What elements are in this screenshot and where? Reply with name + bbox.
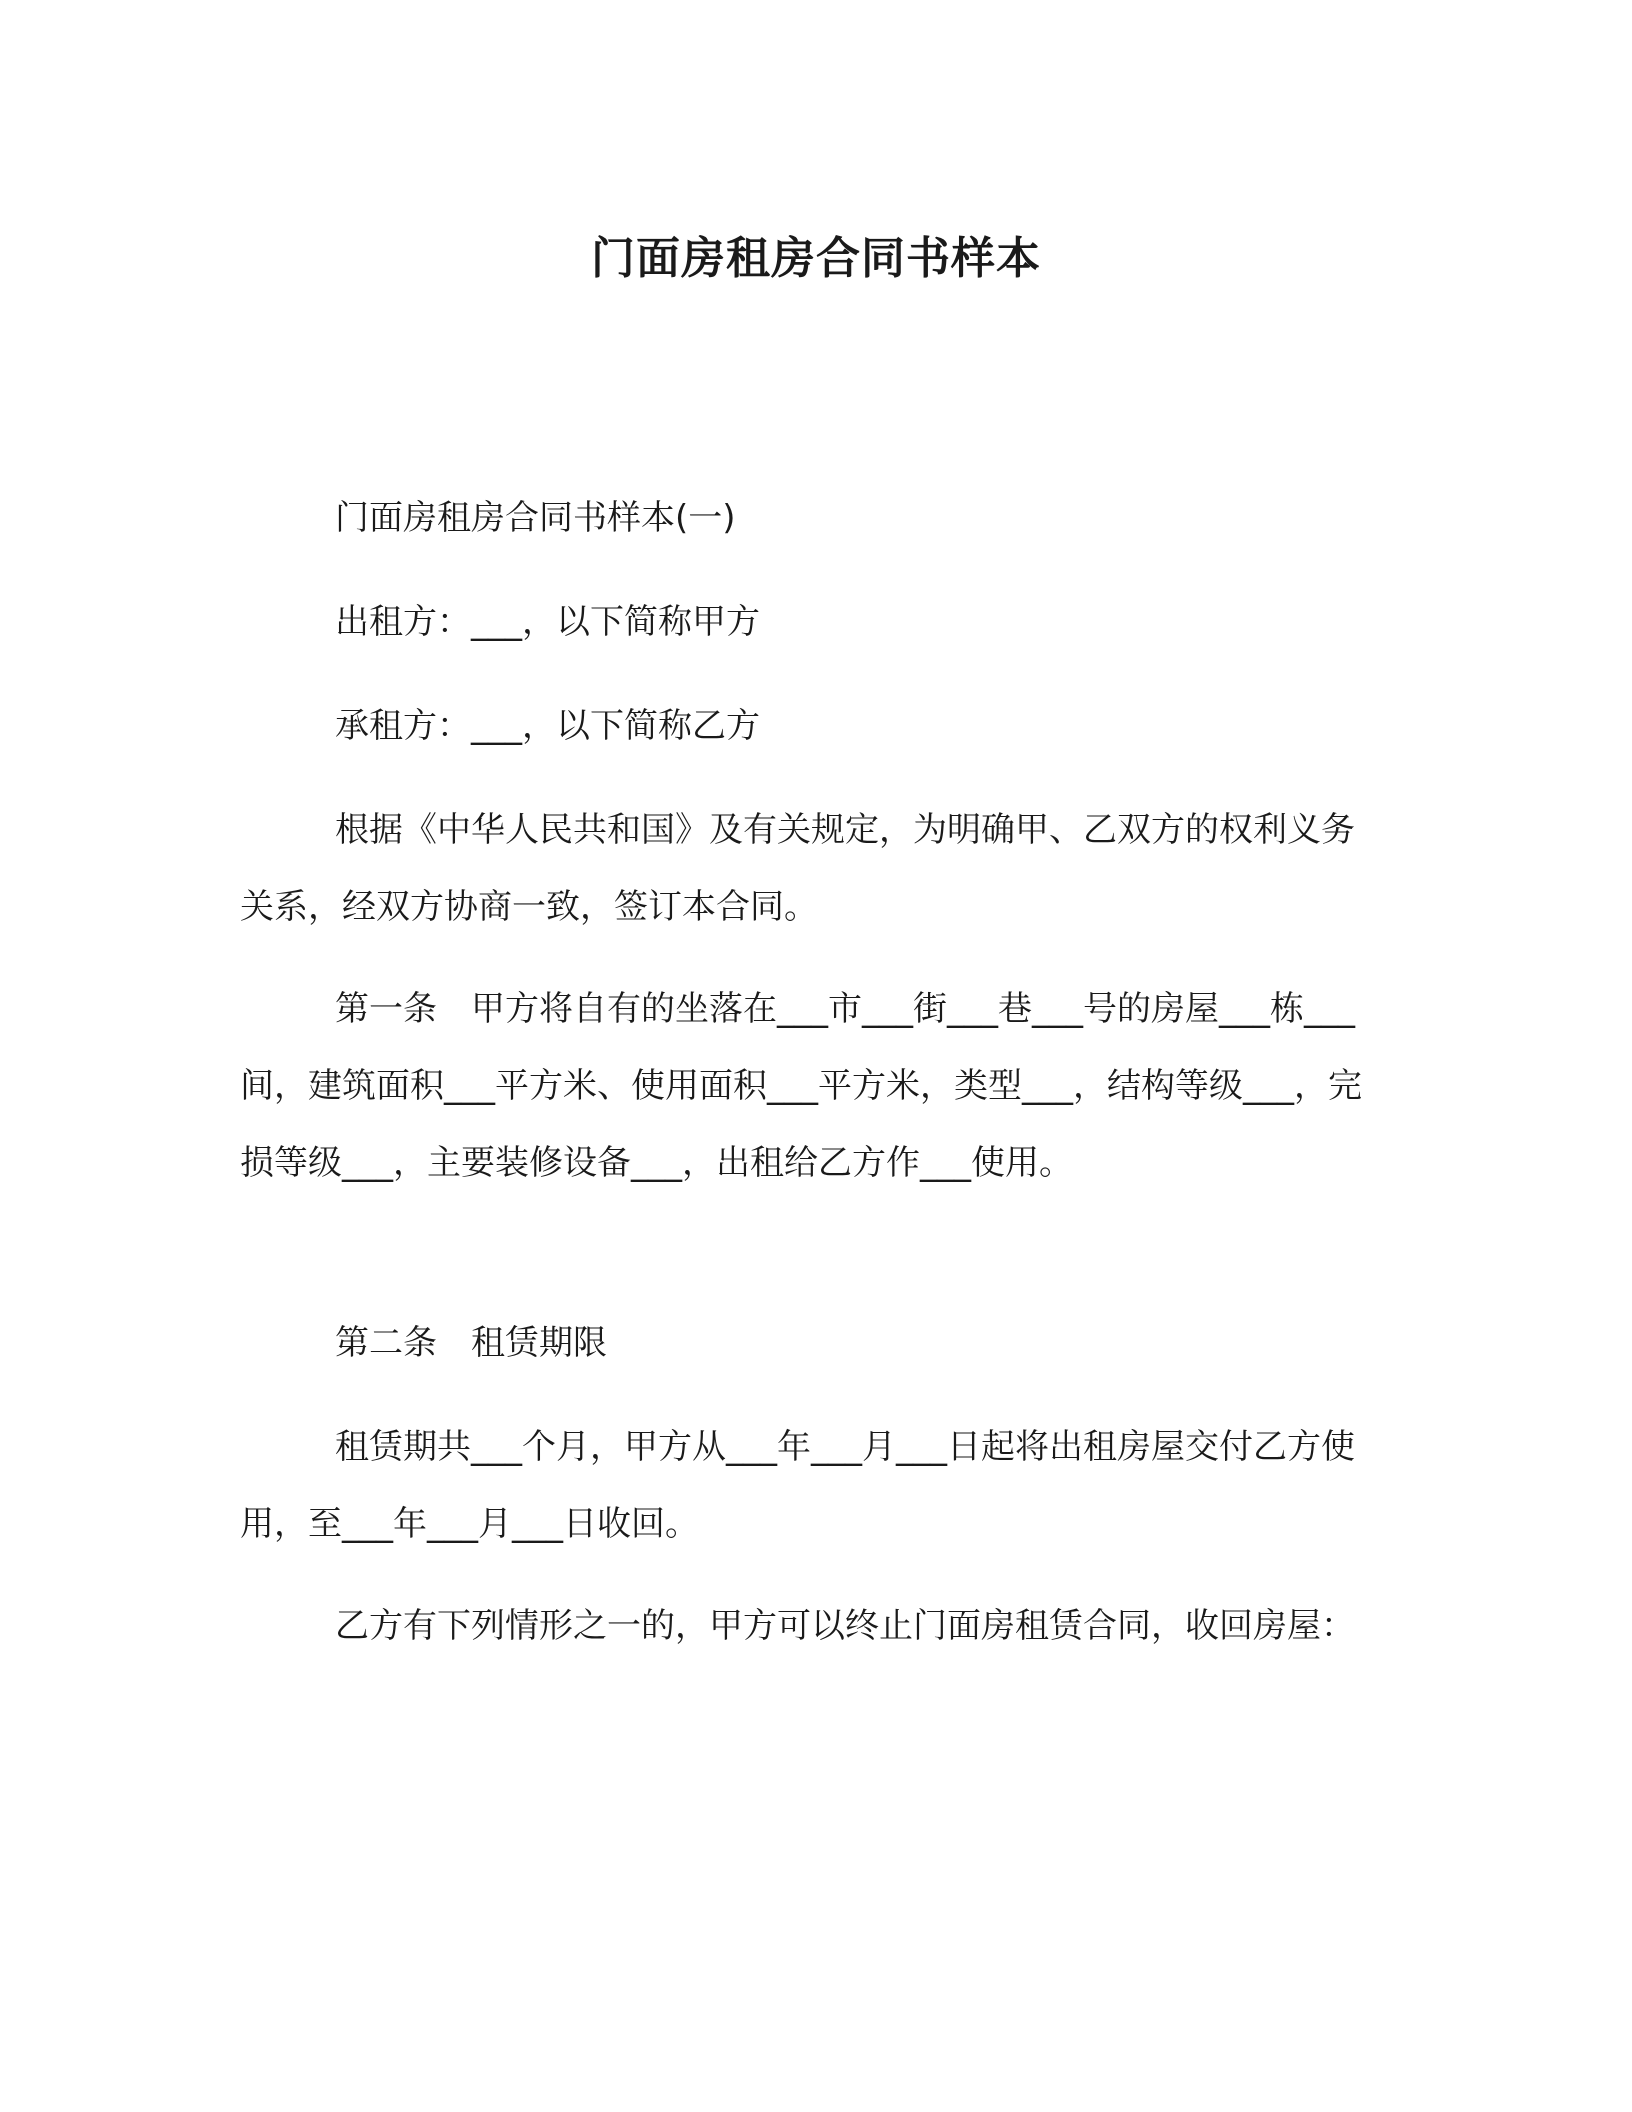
paragraph-termination: 乙方有下列情形之一的，甲方可以终止门面房租赁合同，收回房屋： [335, 1606, 1355, 1646]
paragraph-article-1: 第一条 甲方将自有的坐落在___市___街___巷___号的房屋___栋___间，建筑面积___平方米、使用面积___平方米，类型___，结构等级___，完损等级___，主要装修设备___，出租给乙方作___使用。 [240, 989, 1362, 1183]
paragraph-article-2-heading: 第二条 租赁期限 [335, 1323, 607, 1363]
paragraph-lessor: 出租方：___，以下简称甲方 [335, 602, 760, 642]
paragraph-lease-term: 租赁期共___个月，甲方从___年___月___日起将出租房屋交付乙方使用，至___年___月___日收回。 [240, 1427, 1355, 1544]
document-title: 门面房租房合同书样本 [591, 233, 1041, 284]
paragraph-subtitle: 门面房租房合同书样本(一) [335, 498, 736, 538]
paragraph-preamble: 根据《中华人民共和国》及有关规定，为明确甲、乙双方的权利义务关系，经双方协商一致，签订本合同。 [240, 810, 1355, 927]
paragraph-lessee: 承租方：___，以下简称乙方 [335, 706, 760, 746]
